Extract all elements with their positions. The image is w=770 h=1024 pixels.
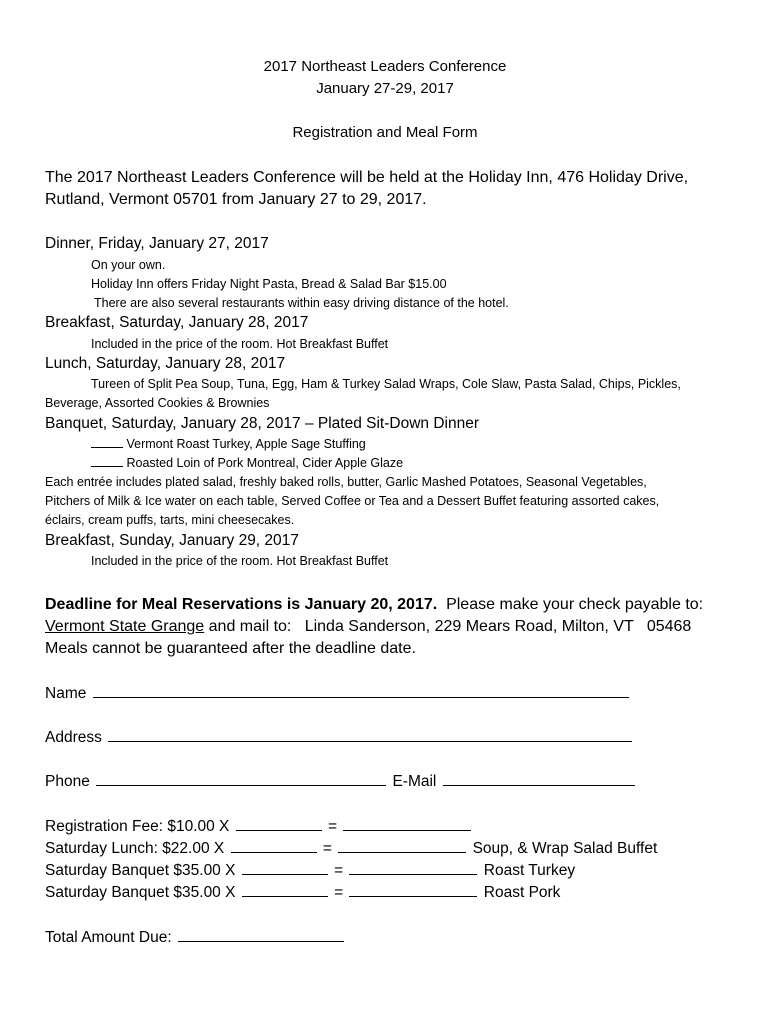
breakfast-sunday-heading: Breakfast, Sunday, January 29, 2017	[45, 532, 299, 549]
banquet-turkey-qty-field[interactable]	[242, 861, 328, 875]
banquet-option-pork-label: Roasted Loin of Pork Montreal, Cider Apple Glaze	[126, 456, 404, 470]
lunch-saturday-line-1: Tureen of Split Pea Soup, Tuna, Egg, Ham & Turkey Salad Wraps, Cole Slaw, Pasta Salad, Chips, Pickles,	[91, 377, 681, 391]
name-label: Name	[45, 685, 87, 702]
lunch-fee-desc: Soup, & Wrap Salad Buffet	[472, 840, 658, 857]
deadline-line-2	[45, 618, 691, 636]
lunch-fee-row	[45, 839, 657, 858]
registration-fee-row	[45, 817, 473, 836]
dinner-friday-heading: Dinner, Friday, January 27, 2017	[45, 235, 269, 252]
lunch-equals: =	[322, 840, 332, 857]
breakfast-saturday-line-1: Included in the price of the room. Hot Breakfast Buffet	[91, 337, 389, 351]
lunch-total-field[interactable]	[338, 839, 466, 853]
address-label: Address	[45, 729, 102, 746]
registration-equals: =	[328, 818, 338, 835]
mailing-address: and mail to: Linda Sanderson, 229 Mears Road, Milton, VT 05468	[204, 618, 692, 635]
conference-dates: January 27-29, 2017	[316, 80, 454, 97]
banquet-pork-qty-field[interactable]	[242, 883, 328, 897]
lunch-saturday-heading: Lunch, Saturday, January 28, 2017	[45, 355, 286, 372]
dinner-friday-line-3: There are also several restaurants within easy driving distance of the hotel.	[94, 296, 509, 310]
form-title: Registration and Meal Form	[292, 124, 478, 141]
banquet-turkey-equals: =	[334, 862, 344, 879]
pork-count-blank[interactable]	[91, 456, 123, 467]
breakfast-saturday-heading: Breakfast, Saturday, January 28, 2017	[45, 314, 309, 331]
deadline-line-1-rest: Please make your check payable to:	[437, 596, 704, 613]
deadline-line-1	[45, 596, 703, 614]
email-field[interactable]	[443, 772, 635, 786]
deadline-line-3: Meals cannot be guaranteed after the deadline date.	[45, 640, 416, 657]
banquet-desc-line-1: Each entrée includes plated salad, freshly baked rolls, butter, Garlic Mashed Potatoes, Seasonal Vegetables,	[45, 475, 647, 489]
banquet-option-turkey	[91, 437, 366, 451]
registration-fee-label: Registration Fee: $10.00 X	[45, 818, 230, 835]
banquet-pork-fee-row	[45, 883, 560, 902]
banquet-turkey-fee-row	[45, 861, 575, 880]
banquet-turkey-total-field[interactable]	[349, 861, 477, 875]
breakfast-sunday-line-1: Included in the price of the room. Hot Breakfast Buffet	[91, 554, 389, 568]
turkey-count-blank[interactable]	[91, 437, 123, 448]
banquet-turkey-desc: Roast Turkey	[483, 862, 576, 879]
phone-email-row	[45, 772, 637, 791]
phone-field[interactable]	[96, 772, 386, 786]
payee-name: Vermont State Grange	[45, 618, 205, 635]
total-amount-field[interactable]	[178, 928, 344, 942]
banquet-option-pork	[91, 456, 403, 470]
address-row	[45, 728, 634, 747]
lunch-saturday-line-2: Beverage, Assorted Cookies & Brownies	[45, 396, 270, 410]
banquet-desc-line-3: éclairs, cream puffs, tarts, mini cheesecakes.	[45, 513, 295, 527]
intro-line-2: Rutland, Vermont 05701 from January 27 to 29, 2017.	[45, 191, 427, 208]
banquet-pork-fee-label: Saturday Banquet $35.00 X	[45, 884, 236, 901]
conference-title: 2017 Northeast Leaders Conference	[263, 58, 507, 75]
dinner-friday-line-2: Holiday Inn offers Friday Night Pasta, Bread & Salad Bar $15.00	[91, 277, 447, 291]
lunch-qty-field[interactable]	[231, 839, 317, 853]
banquet-desc-line-2: Pitchers of Milk & Ice water on each table, Served Coffee or Tea and a Dessert Buffet featuring assorted cakes,	[45, 494, 660, 508]
banquet-pork-total-field[interactable]	[349, 883, 477, 897]
banquet-pork-equals: =	[334, 884, 344, 901]
banquet-option-turkey-label: Vermont Roast Turkey, Apple Sage Stuffing	[126, 437, 366, 451]
phone-label: Phone	[45, 773, 90, 790]
address-field[interactable]	[108, 728, 632, 742]
registration-qty-field[interactable]	[236, 817, 322, 831]
banquet-pork-desc: Roast Pork	[483, 884, 561, 901]
dinner-friday-line-1: On your own.	[91, 258, 166, 272]
deadline-bold-text: Deadline for Meal Reservations is January 20, 2017.	[45, 596, 438, 613]
email-label: E-Mail	[392, 773, 437, 790]
total-label: Total Amount Due:	[45, 929, 172, 946]
total-row	[45, 928, 346, 947]
name-row	[45, 684, 631, 703]
name-field[interactable]	[93, 684, 629, 698]
registration-total-field[interactable]	[343, 817, 471, 831]
intro-line-1: The 2017 Northeast Leaders Conference will be held at the Holiday Inn, 476 Holiday Drive,	[45, 169, 689, 186]
lunch-fee-label: Saturday Lunch: $22.00 X	[45, 840, 225, 857]
banquet-turkey-fee-label: Saturday Banquet $35.00 X	[45, 862, 236, 879]
banquet-saturday-heading: Banquet, Saturday, January 28, 2017 – Plated Sit-Down Dinner	[45, 415, 479, 432]
